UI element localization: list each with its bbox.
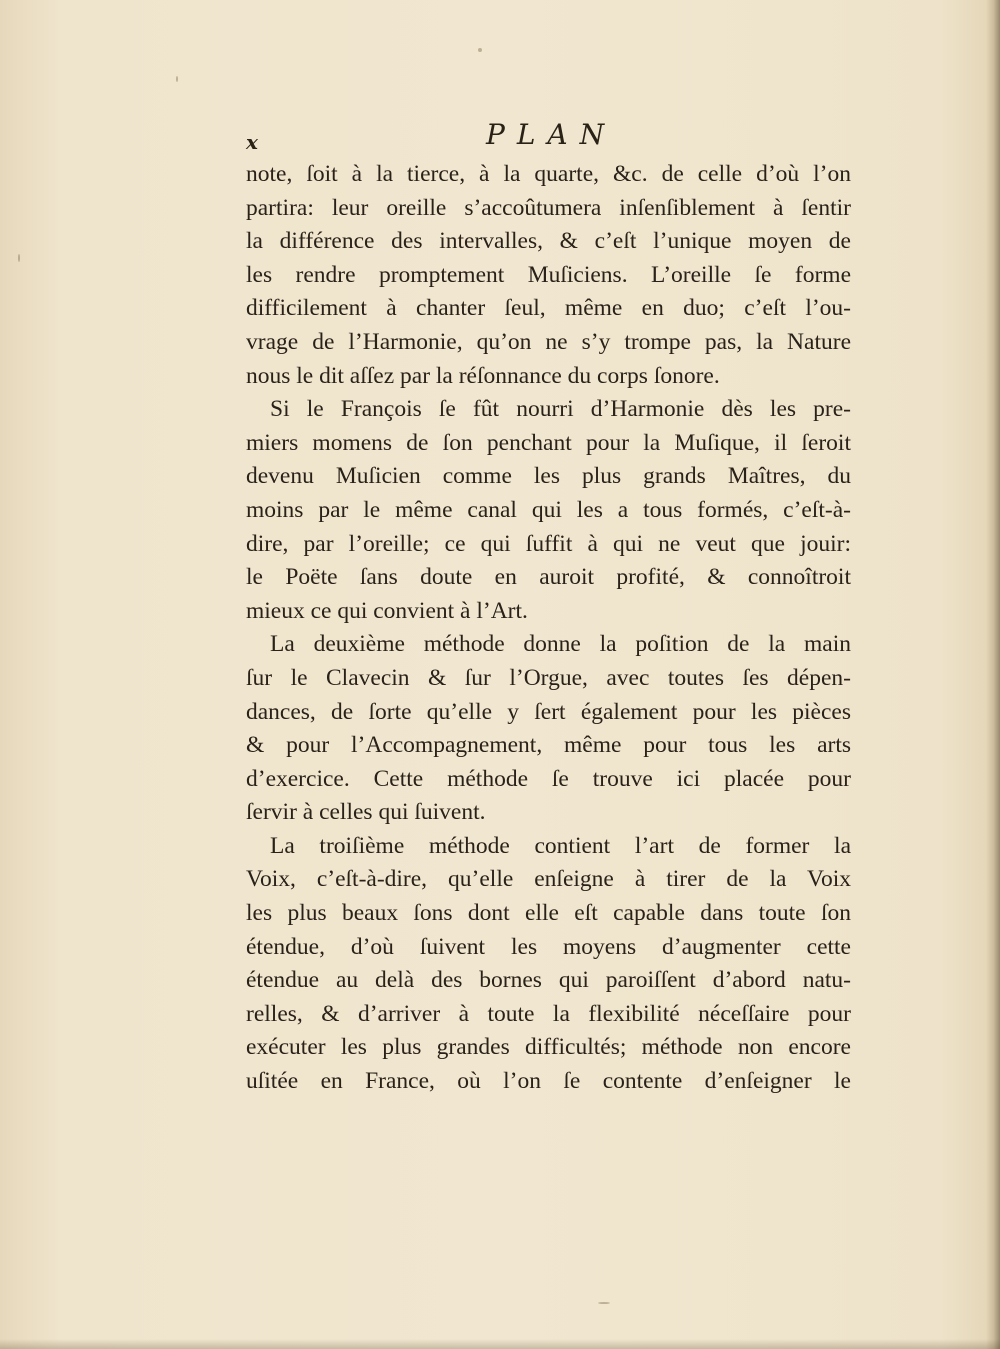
text-line: La deuxième méthode donne la poſition de la main — [270, 631, 851, 658]
text-line: étendue au delà des bornes qui paroiſſent d’abord natu- — [246, 967, 851, 994]
paper-fleck — [18, 254, 20, 262]
text-line: relles, & d’arriver à toute la flexibilité néceſſaire pour — [246, 1000, 851, 1027]
text-line: ſervir à celles qui ſuivent. — [246, 799, 486, 826]
text-line: devenu Muſicien comme les plus grands Maîtres, du — [246, 463, 851, 490]
text-line: dances, de ſorte qu’elle y ſert également pour les pièces — [246, 698, 851, 725]
text-line: le Poëte ſans doute en auroit profité, & connoîtroit — [246, 564, 851, 591]
body-text — [246, 158, 851, 1099]
text-line: Voix, c’eſt-à-dire, qu’elle enſeigne à tirer de la Voix — [246, 866, 851, 893]
text-line: d’exercice. Cette méthode ſe trouve ici placée pour — [246, 765, 851, 792]
text-line: La troiſième méthode contient l’art de former la — [270, 832, 851, 859]
text-line: difficilement à chanter ſeul, même en duo; c’eſt l’ou- — [246, 295, 851, 322]
text-line: moins par le même canal qui les a tous formés, c’eſt-à- — [246, 496, 851, 523]
text-line: étendue, d’où ſuivent les moyens d’augmenter cette — [246, 933, 851, 960]
page-bottom-shadow — [0, 1339, 1000, 1349]
text-line: exécuter les plus grandes difficultés; méthode non encore — [246, 1034, 851, 1061]
text-line: & pour l’Accompagnement, même pour tous les arts — [246, 732, 851, 759]
text-line: ſur le Clavecin & ſur l’Orgue, avec toutes ſes dépen- — [246, 664, 851, 691]
text-line: vrage de l’Harmonie, qu’on ne s’y trompe pas, la Nature — [246, 328, 851, 355]
text-line: les plus beaux ſons dont elle eſt capable dans toute ſon — [246, 900, 851, 927]
page-number: x — [246, 130, 258, 154]
paper-fleck — [598, 1302, 610, 1304]
paper-fleck — [478, 48, 482, 52]
text-line: nous le dit aſſez par la réſonnance du corps ſonore. — [246, 362, 720, 389]
text-line: note, ſoit à la tierce, à la quarte, &c. de celle d’où l’on — [246, 161, 851, 187]
text-line: Si le François ſe fût nourri d’Harmonie dès les pre- — [270, 396, 851, 423]
text-line: miers momens de ſon penchant pour la Muſique, il ſeroit — [246, 429, 851, 456]
paper-fleck — [176, 76, 178, 82]
text-line: dire, par l’oreille; ce qui ſuffit à qui ne veut que jouir: — [246, 530, 851, 557]
page-header — [244, 116, 850, 160]
text-line: uſitée en France, où l’on ſe contente d’enſeigner le — [246, 1068, 851, 1095]
page-edge-shadow — [986, 0, 1000, 1349]
running-title: PLAN — [486, 118, 617, 151]
text-line: la différence des intervalles, & c’eſt l’unique moyen de — [246, 228, 851, 255]
text-line: les rendre promptement Muſiciens. L’oreille ſe forme — [246, 261, 851, 288]
text-line: partira: leur oreille s’accoûtumera inſenſiblement à ſentir — [246, 194, 851, 221]
text-line: mieux ce qui convient à l’Art. — [246, 597, 528, 624]
